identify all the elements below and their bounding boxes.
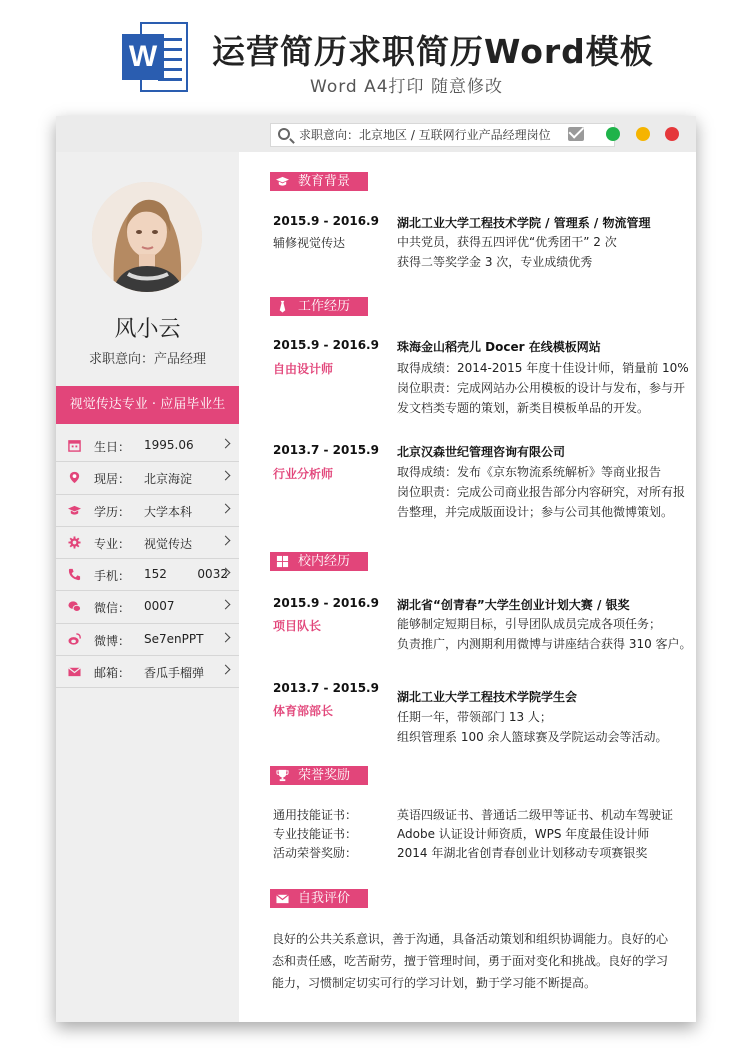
entry-line: 取得成绩：发布《京东物流系统解析》等商业报告 (397, 465, 662, 479)
trophy-icon (276, 769, 289, 782)
info-value: 大学本科 (144, 504, 193, 519)
entry-line: 获得二等奖学金 3 次，专业成绩优秀 (397, 255, 593, 269)
entry-role: 体育部部长 (273, 704, 334, 718)
word-logo-icon (122, 22, 190, 92)
section-header-honors (270, 766, 368, 785)
entry-line: 组织管理系 100 余人篮球赛及学院运动会等活动。 (397, 730, 668, 744)
entry-line: 能够制定短期目标，引导团队成员完成各项任务； (397, 617, 662, 631)
honor-label: 通用技能证书： (273, 808, 358, 822)
info-label: 生日： (94, 440, 131, 454)
entry-line: 中共党员，获得五四评优“优秀团干” 2 次 (397, 235, 617, 249)
page-title: 运营简历求职简历Word模板 (212, 32, 654, 71)
entry-date: 2013.7 - 2015.9 (273, 681, 379, 695)
calendar-icon (68, 439, 81, 452)
address-text: 求职意向：北京地区 / 互联网行业产品经理岗位 (299, 128, 551, 142)
window-dot-green[interactable] (606, 127, 620, 141)
browser-topbar (56, 116, 696, 152)
info-label: 现居： (94, 472, 131, 487)
chevron-right-icon (221, 503, 231, 513)
info-row-weibo[interactable] (56, 624, 239, 656)
windows-icon (276, 555, 289, 568)
chevron-right-icon (221, 665, 231, 675)
honor-value: 英语四级证书、普通话二级甲等证书、机动车驾驶证 (397, 808, 674, 822)
entry-line: 取得成绩：2014-2015 年度十佳设计师，销量前 10% (397, 361, 689, 375)
info-row-education[interactable] (56, 495, 239, 527)
honor-label: 专业技能证书： (273, 827, 358, 841)
info-row-phone[interactable] (56, 559, 239, 591)
info-row-birthday[interactable] (56, 430, 239, 462)
info-label: 微博： (94, 633, 131, 648)
entry-date: 2015.9 - 2016.9 (273, 596, 379, 610)
entry-org: 湖北工业大学工程技术学院学生会 (397, 690, 578, 704)
section-title: 校内经历 (298, 554, 351, 569)
info-label: 邮箱： (94, 666, 131, 681)
window-dot-yellow[interactable] (636, 127, 650, 141)
section-header-work (270, 297, 368, 316)
profile-sidebar (56, 152, 239, 1022)
entry-role: 行业分析师 (273, 467, 334, 481)
info-value: 0007 (144, 599, 175, 614)
entry-line: 岗位职责：完成网站办公用模板的设计与发布，参与开 (397, 381, 686, 395)
honor-value: Adobe 认证设计师资质，WPS 年度最佳设计师 (397, 827, 650, 841)
info-label: 专业： (94, 536, 131, 551)
mail-icon (276, 892, 289, 905)
weibo-icon (68, 633, 81, 646)
candidate-name: 风小云 (114, 317, 181, 342)
address-bar[interactable] (270, 123, 615, 147)
section-header-self (270, 889, 368, 908)
search-icon (278, 128, 290, 140)
section-header-education (270, 172, 368, 191)
info-value: 152 0032 (144, 567, 228, 582)
gear-icon (68, 536, 81, 549)
info-label: 手机： (94, 569, 131, 584)
chevron-right-icon (221, 471, 231, 481)
phone-icon (68, 568, 81, 581)
entry-date: 2013.7 - 2015.9 (273, 443, 379, 457)
chevron-right-icon (221, 600, 231, 610)
info-label: 微信： (94, 601, 131, 616)
info-label: 学历： (94, 504, 131, 519)
section-title: 工作经历 (298, 299, 351, 314)
tie-icon (276, 300, 289, 313)
mail-icon (68, 665, 81, 678)
window-dot-red[interactable] (665, 127, 679, 141)
info-value: 北京海淀 (144, 472, 193, 487)
info-row-email[interactable] (56, 656, 239, 688)
resume-card (56, 116, 696, 1022)
entry-sub: 辅修视觉传达 (273, 236, 346, 250)
wechat-icon (68, 600, 81, 613)
section-title: 自我评价 (298, 891, 351, 906)
chevron-right-icon (221, 632, 231, 642)
info-row-major[interactable] (56, 527, 239, 559)
graduation-cap-icon (68, 504, 81, 517)
entry-line: 负责推广，内测期利用微博与讲座结合获得 310 客户。 (397, 637, 692, 651)
info-row-wechat[interactable] (56, 591, 239, 623)
entry-line: 发文档类专题的策划，新类目模板单品的开发。 (397, 401, 650, 415)
honor-value: 2014 年湖北省创青春创业计划移动专项赛银奖 (397, 846, 648, 860)
job-intent: 求职意向：产品经理 (88, 352, 206, 367)
major-banner: 视觉传达专业 · 应届毕业生 (56, 386, 239, 424)
entry-date: 2015.9 - 2016.9 (273, 338, 379, 352)
entry-line: 告整理，并完成版面设计；参与公司其他微博策划。 (397, 505, 674, 519)
avatar (92, 182, 202, 292)
word-logo-letter: W (122, 34, 164, 80)
location-pin-icon (68, 471, 81, 484)
info-value: Se7enPPT (144, 631, 204, 646)
entry-date: 2015.9 - 2016.9 (273, 214, 379, 228)
info-row-residence[interactable] (56, 462, 239, 494)
graduation-cap-icon (276, 175, 289, 188)
entry-org: 湖北工业大学工程技术学院 / 管理系 / 物流管理 (397, 216, 651, 230)
entry-line: 岗位职责：完成公司商业报告部分内容研究，对所有报 (397, 485, 686, 499)
chevron-right-icon (221, 535, 231, 545)
entry-org: 北京汉森世纪管理咨询有限公司 (397, 445, 566, 459)
section-header-campus (270, 552, 368, 571)
entry-org: 珠海金山稻壳儿 Docer 在线模板网站 (397, 340, 601, 354)
page-subtitle: Word A4打印 随意修改 (310, 77, 503, 97)
envelope-icon[interactable] (568, 127, 584, 141)
info-value: 1995.06 (144, 438, 194, 452)
entry-role: 自由设计师 (273, 362, 334, 376)
section-title: 教育背景 (298, 174, 351, 189)
entry-role: 项目队长 (273, 619, 322, 633)
honor-label: 活动荣誉奖励： (273, 846, 358, 860)
section-title: 荣誉奖励 (298, 768, 351, 783)
chevron-right-icon (221, 439, 231, 449)
info-value: 视觉传达 (144, 536, 193, 551)
info-value: 香瓜手榴弹 (144, 666, 205, 681)
info-list (56, 430, 239, 688)
entry-org: 湖北省“创青春”大学生创业计划大赛 / 银奖 (397, 598, 630, 612)
self-evaluation-text: 良好的公共关系意识，善于沟通，具备活动策划和组织协调能力。良好的心态和责任感，吃苦耐劳，擅于管理时间，勇于面对变化和挑战。良好的学习能力，习惯制定切实可行的学习计划，勤于学习能不断提高。 (272, 932, 669, 990)
entry-line: 任期一年，带领部门 13 人； (397, 710, 552, 724)
